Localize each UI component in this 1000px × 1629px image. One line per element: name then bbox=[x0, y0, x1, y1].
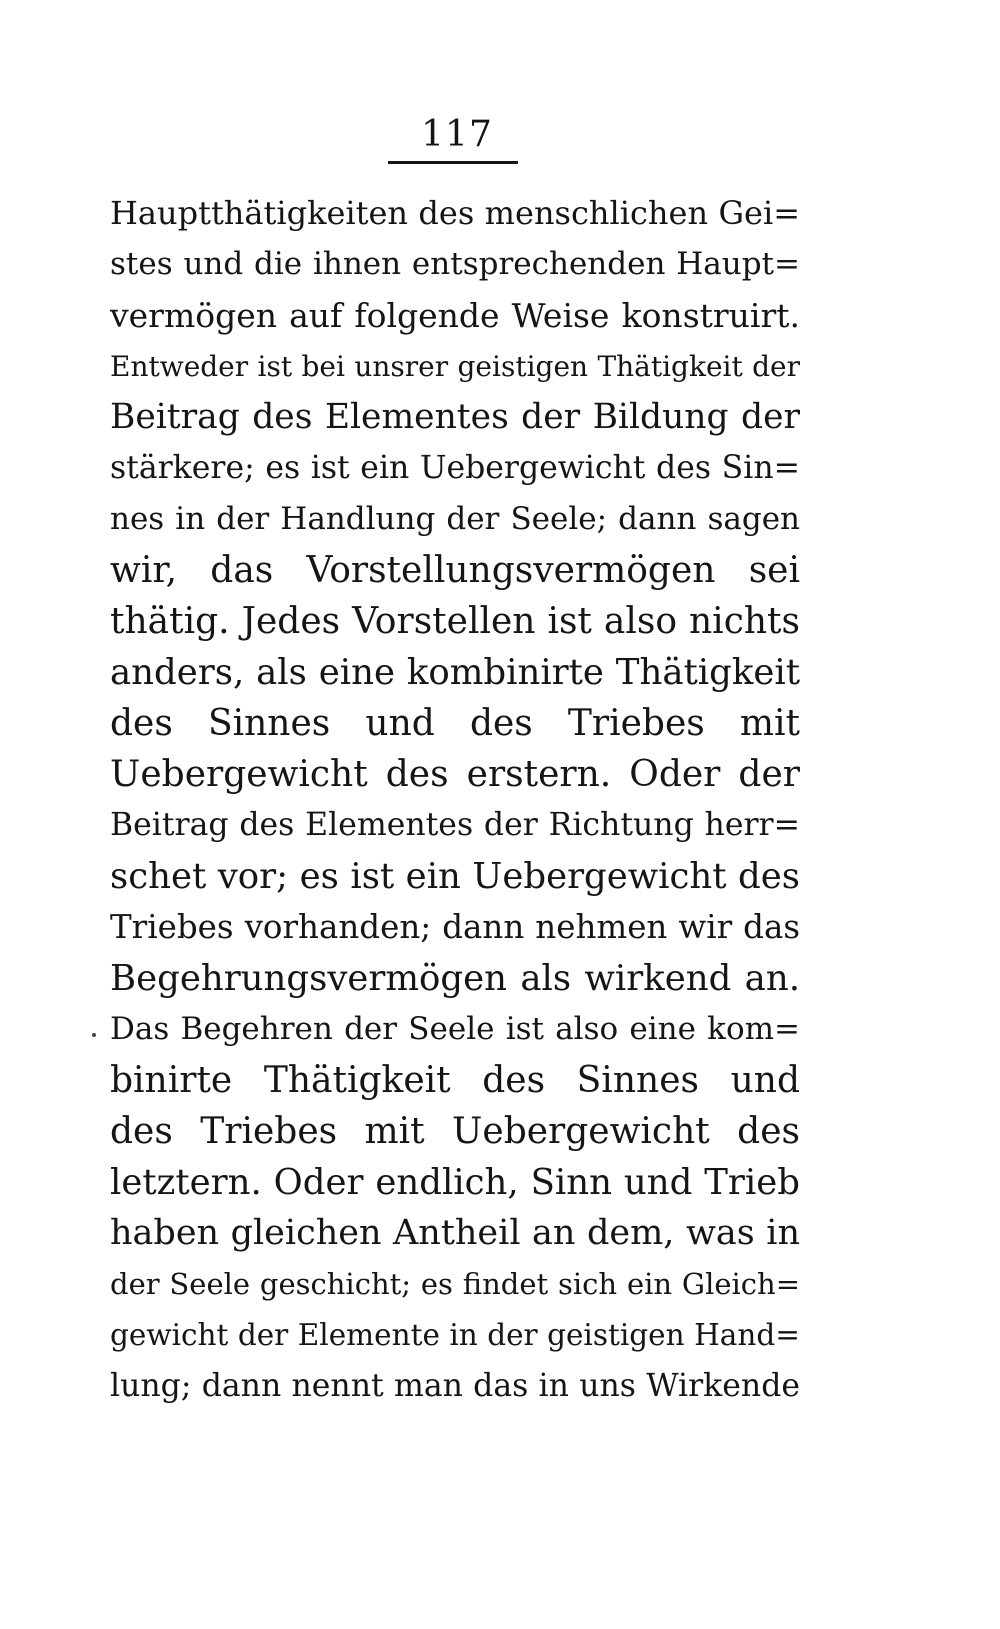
text-line: lung; dann nennt man das in uns Wirkende bbox=[110, 1368, 800, 1404]
text-line: anders, als eine kombinirte Thätigkeit bbox=[110, 652, 800, 693]
text-line: wir, das Vorstellungsvermögen sei bbox=[110, 550, 800, 591]
text-line: stärkere; es ist ein Uebergewicht des Sin= bbox=[110, 450, 800, 486]
text-line: Begehrungsvermögen als wirkend an. bbox=[110, 958, 800, 999]
page-number: 117 bbox=[421, 114, 493, 155]
text-line: haben gleichen Antheil an dem, was in bbox=[110, 1213, 800, 1253]
text-line: thätig. Jedes Vorstellen ist also nichts bbox=[110, 601, 800, 642]
text-line: gewicht der Elemente in der geistigen Hand= bbox=[110, 1318, 800, 1352]
text-line: des Sinnes und des Triebes mit bbox=[110, 703, 800, 744]
header-rule bbox=[388, 161, 518, 164]
text-line: nes in der Handlung der Seele; dann sagen bbox=[110, 501, 800, 537]
text-line: Entweder ist bei unsrer geistigen Thätigkeit der bbox=[110, 350, 800, 383]
text-line: binirte Thätigkeit des Sinnes und bbox=[110, 1060, 800, 1101]
text-line: Beitrag des Elementes der Richtung herr= bbox=[110, 807, 800, 843]
text-line: schet vor; es ist ein Uebergewicht des bbox=[110, 856, 800, 897]
ink-speck bbox=[92, 1033, 96, 1037]
text-line: Beitrag des Elementes der Bildung der bbox=[110, 397, 800, 437]
text-line: Uebergewicht des erstern. Oder der bbox=[110, 754, 800, 795]
text-line: stes und die ihnen entsprechenden Haupt= bbox=[110, 246, 800, 282]
text-line: der Seele geschicht; es findet sich ein Gleich= bbox=[110, 1267, 800, 1301]
text-line: Hauptthätigkeiten des menschlichen Gei= bbox=[110, 194, 800, 232]
body-text bbox=[110, 188, 800, 1412]
text-line: vermögen auf folgende Weise konstruirt. bbox=[110, 296, 800, 335]
text-line: des Triebes mit Uebergewicht des bbox=[110, 1111, 800, 1152]
text-line: letztern. Oder endlich, Sinn und Trieb bbox=[110, 1162, 800, 1203]
text-line: Triebes vorhanden; dann nehmen wir das bbox=[110, 908, 800, 946]
text-line: Das Begehren der Seele ist also eine kom= bbox=[110, 1011, 800, 1047]
